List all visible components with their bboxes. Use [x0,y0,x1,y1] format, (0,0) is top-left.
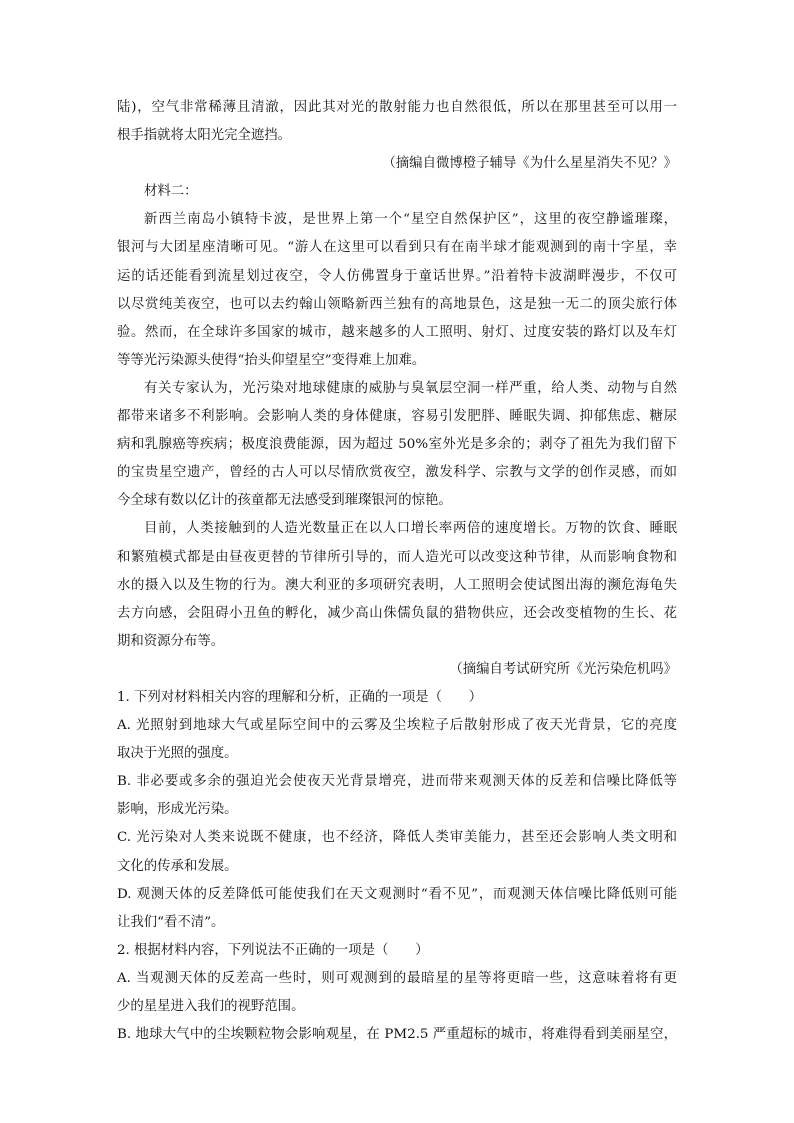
text-line: 的宝贵星空遗产，曾经的古人可以尽情欣赏夜空，激发科学、宗教与文学的创作灵感，而如 [117,465,677,481]
text-line: 期和资源分布等。 [117,633,225,649]
text-line: 2. 根据材料内容，下列说法不正确的一项是（ ） [117,942,429,958]
text-line: 运的话还能看到流星划过夜空，令人仿佛置身于童话世界。”沿着特卡波湖畔漫步，不仅可 [117,268,677,284]
text-line: 有关专家认为，光污染对地球健康的威胁与臭氧层空洞一样严重，给人类、动物与自然 [144,380,677,396]
text-line: B. 地球大气中的尘埃颗粒物会影响观星，在 PM2.5 严重超标的城市，将难得看到美丽星空， [117,1027,677,1043]
text-line: 目前，人类接触到的人造光数量正在以人口增长率两倍的速度增长。万物的饮食、睡眠 [144,521,677,537]
text-line: B. 非必要或多余的强迫光会使夜天光背景增亮，进而带来观测天体的反差和信噪比降低等 [117,774,677,790]
text-line: 和繁殖模式都是由昼夜更替的节律所引导的，而人造光可以改变这种节律，从而影响食物和 [117,549,677,565]
text-line: D. 观测天体的反差降低可能使我们在天文观测时“看不见”，而观测天体信噪比降低则可能 [117,886,677,902]
text-line: 验。然而，在全球许多国家的城市，越来越多的人工照明、射灯、过度安装的路灯以及车灯 [117,324,677,340]
text-line: 根手指就将太阳光完全遮挡。 [117,128,292,144]
text-line: A. 当观测天体的反差高一些时，则可观测到的最暗星的星等将更暗一些，这意味着将有更 [117,970,677,986]
text-line: 水的摄入以及生物的行为。澳大利亚的多项研究表明，人工照明会使试图出海的濒危海龟失 [117,577,677,593]
text-line: 以尽赏纯美夜空，也可以去约翰山领略新西兰独有的高地景色，这是独一无二的顶尖旅行体 [117,296,677,312]
text-line: 去方向感，会阻碍小丑鱼的孵化，减少高山侏儒负鼠的猎物供应，还会改变植物的生长、花 [117,605,677,621]
text-line: 材料二： [144,184,198,200]
text-line: 等等光污染源头使得“抬头仰望星空”变得难上加难。 [117,352,426,368]
text-line: 让我们“看不清”。 [117,914,225,930]
text-line: 今全球有数以亿计的孩童都无法感受到璀璨银河的惊艳。 [117,493,452,509]
document-body [117,94,677,1049]
text-line: 新西兰南岛小镇特卡波，是世界上第一个“星空自然保护区”，这里的夜空静谧璀璨， [144,212,677,228]
text-line: 陆)，空气非常稀薄且清澈，因此其对光的散射能力也自然很低，所以在那里甚至可以用一 [117,100,677,115]
text-line: 少的星星进入我们的视野范围。 [117,999,305,1014]
text-line: 银河与大团星座清晰可见。“游人在这里可以看到只有在南半球才能观测到的南十字星，幸 [117,240,677,256]
text-line: 病和乳腺癌等疾病；极度浪费能源，因为超过 50%室外光是多余的；剥夺了祖先为我们留下 [117,437,677,453]
text-line: A. 光照射到地球大气或星际空间中的云雾及尘埃粒子后散射形成了夜天光背景，它的亮度 [117,718,677,734]
text-line: （摘编自考试研究所《光污染危机吗》 [449,661,677,677]
text-line: 取决于光照的强度。 [117,746,238,762]
text-line: C. 光污染对人类来说既不健康，也不经济，降低人类审美能力，甚至还会影响人类文明和 [117,830,677,846]
text-line: 1. 下列对材料相关内容的理解和分析，正确的一项是（ ） [117,689,483,705]
text-line: 文化的传承和发展。 [117,858,238,874]
text-line: 都带来诸多不利影响。会影响人类的身体健康，容易引发肥胖、睡眠失调、抑郁焦虑、糖尿 [117,409,677,425]
text-line: （摘编自微博橙子辅导《为什么星星消失不见？》 [382,156,677,172]
text-line: 影响，形成光污染。 [117,802,238,818]
